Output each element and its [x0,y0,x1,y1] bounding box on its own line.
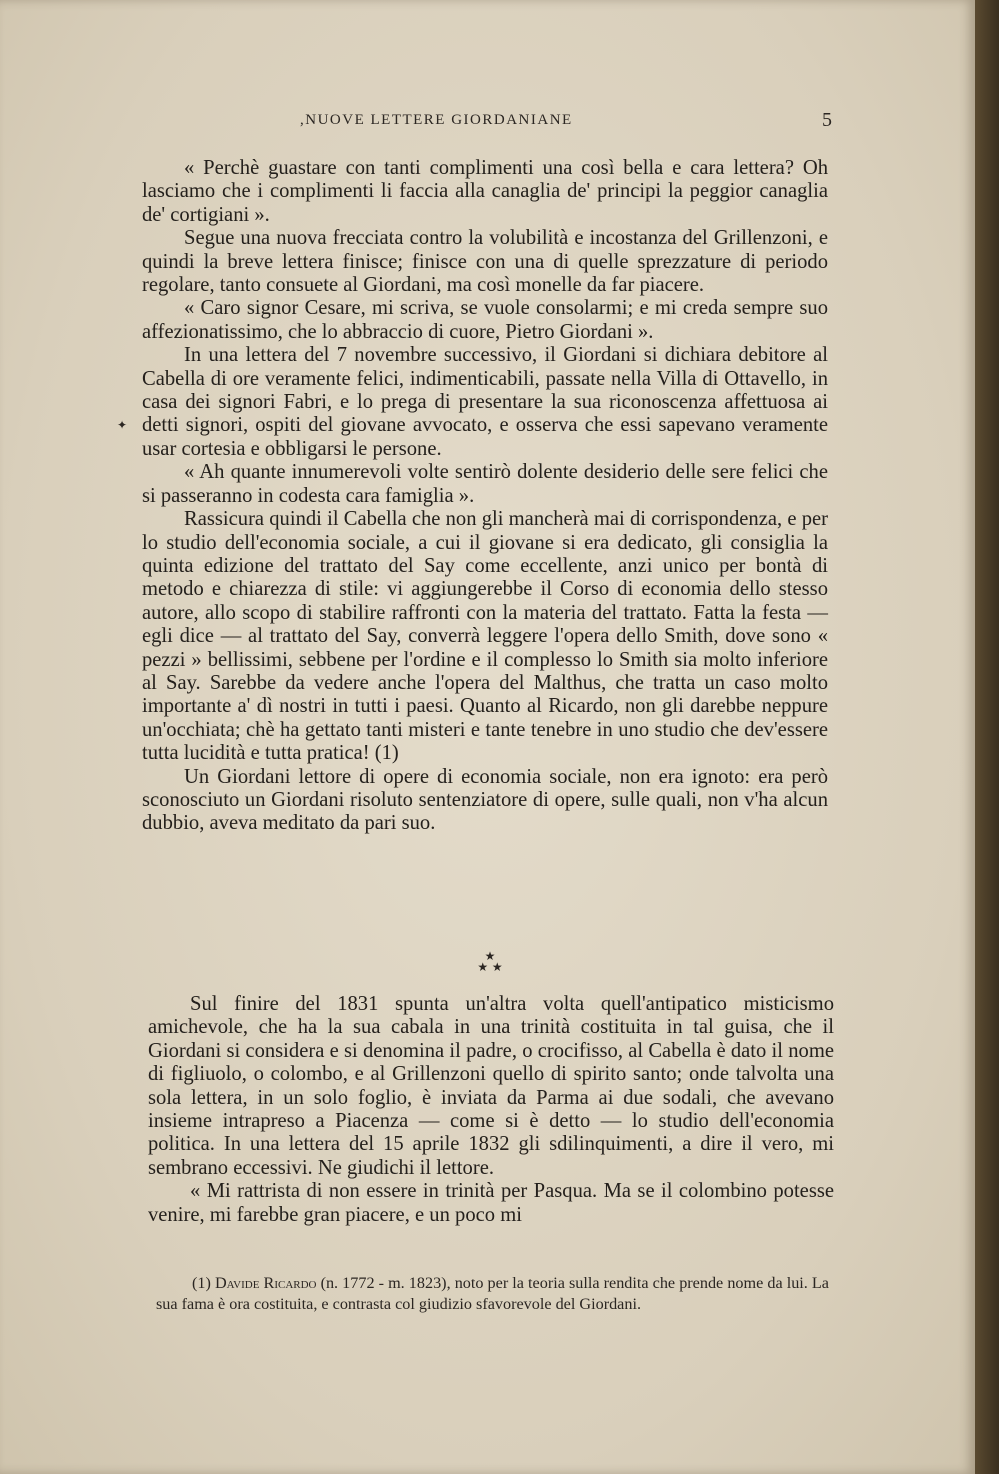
footnote [156,1273,829,1315]
page-number: 5 [822,109,832,131]
section-separator [470,951,510,973]
paragraph: Sul finire del 1831 spunta un'altra volta quell'antipatico misticismo amichevole, che ha la sua cabala in una trinità costituita in tal guisa, che il Giordani si considera e si denomina il padre, o crocifisso, al Cabella è dato il nome di figliuolo, o colombo, e al Grillenzoni quello di spirito santo; onde talvolta una sola lettera, in un solo foglio, è inviata da Parma ai due sodali, che avevano insieme intrapreso a Piacenza — come si è detto — lo studio dell'economia politica. In una lettera del 15 aprile 1832 gli sdilinquimenti, a dire il vero, mi sembrano eccessivi. Ne giudichi il lettore. [148,993,834,1179]
footnote-author: Davide Ricardo [214,1274,317,1292]
running-title: ,NUOVE LETTERE GIORDANIANE [300,112,573,128]
body-text-section-1 [142,157,828,836]
asterism-top-star-icon: ★ [484,949,496,963]
paragraph: « Caro signor Cesare, mi scriva, se vuole consolarmi; e mi creda sempre suo affezionatissimo, che lo abbraccio di cuore, Pietro Giordani ». [142,297,828,343]
book-edge [975,0,999,1474]
margin-mark-icon: ✦ [117,418,128,432]
paragraph: « Mi rattrista di non essere in trinità per Pasqua. Ma se il colombino potesse venire, mi farebbe gran piacere, e un poco mi [148,1180,834,1226]
paragraph: « Perchè guastare con tanti complimenti una così bella e cara lettera? Oh lasciamo che i complimenti li faccia alla canaglia de' principi la peggior canaglia de' cortigiani ». [142,157,828,226]
asterism-bottom-stars-icon: ★ ★ [477,960,503,974]
paragraph: Segue una nuova frecciata contro la volubilità e incostanza del Grillenzoni, e quindi la breve lettera finisce; finisce con una di quelle sprezzature di periodo regolare, tanto consuete al Giordani, ma così monelle da far piacere. [142,227,828,297]
paragraph: Un Giordani lettore di opere di economia sociale, non era ignoto: era però sconosciuto un Giordani risoluto sentenziatore di opere, sulle quali, non v'ha alcun dubbio, aveva meditato da pari suo. [142,765,828,835]
footnote-1 [156,1273,829,1315]
footnote-text: (n. 1772 - m. 1823), noto per la teoria sulla rendita che prende nome da lui. La sua fama è ora costituita, e contrasta col giudizio sfavorevole del Giordani. [156,1274,829,1313]
paragraph: Rassicura quindi il Cabella che non gli mancherà mai di corrispondenza, e per lo studio dell'economia sociale, a cui il giovane si era dedicato, gli consiglia la quinta edizione del trattato del Say come eccellente, anzi unico per bontà di metodo e chiarezza di stile: vi aggiungerebbe il Corso di economia dello stesso autore, allo scopo di stabilire raffronti con la materia del trattato. Fatta la festa — egli dice — al trattato del Say, converrà leggere l'opera dello Smith, dove sono « pezzi » bellissimi, sebbene per l'ordine e il complesso lo Smith sia molto inferiore al Say. Sarebbe da vedere anche l'opera del Malthus, che tratta un caso molto importante a' dì nostri in tutti i paesi. Quanto al Ricardo, non gli darebbe neppure un'occhiata; chè ha gettato tanti misteri e tante tenebre in uno studio che dev'essere tutta lucidità e tutta pratica! (1) [142,508,828,765]
footnote-marker: (1) [192,1274,211,1292]
paragraph: « Ah quante innumerevoli volte sentirò dolente desiderio delle sere felici che si passeranno in codesta cara famiglia ». [142,461,828,507]
paragraph: In una lettera del 7 novembre successivo, il Giordani si dichiara debitore al Cabella di ore veramente felici, indimenticabili, passate nella Villa di Ottavello, in casa dei signori Fabri, e lo prega di presentare la sua riconoscenza affettuosa ai detti signori, ospiti del giovane avvocato, e osserva che essi sapevano veramente usar cortesia e obbligarsi le persone. [142,344,828,460]
body-text-section-2 [148,993,834,1227]
